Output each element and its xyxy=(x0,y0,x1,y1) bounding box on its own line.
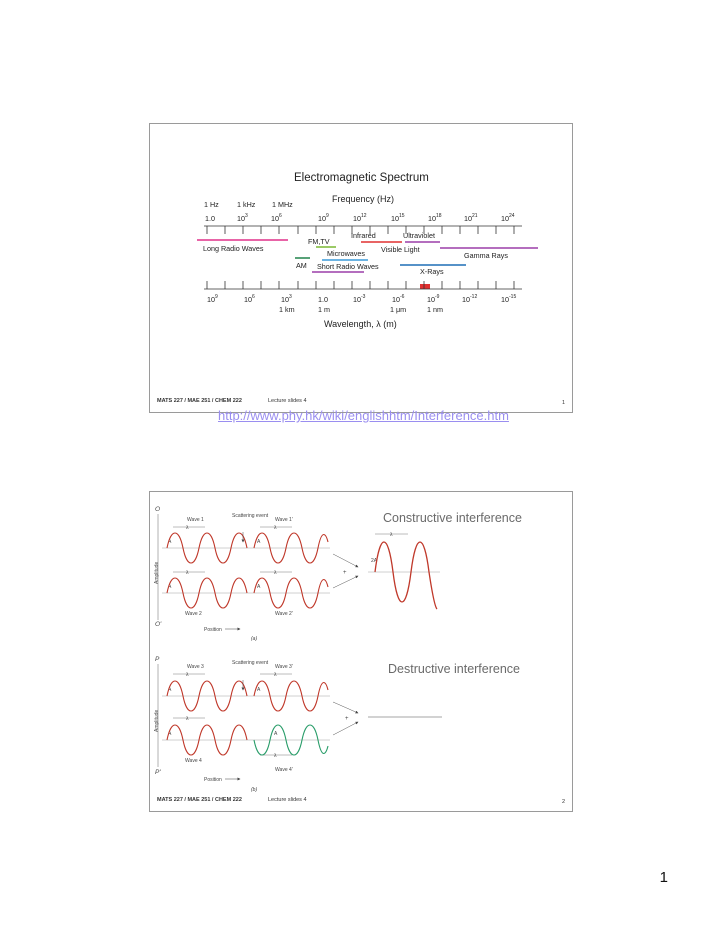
wave-tick-label: $10^3$ xyxy=(281,294,292,304)
wave-tick-label: $10^{-9}$ xyxy=(427,294,440,304)
part-label-b: (b) xyxy=(251,787,258,793)
freq-tick-label: $10^9$ xyxy=(318,213,329,223)
label-gamma: Gamma Rays xyxy=(464,251,508,260)
page-number: 1 xyxy=(659,869,668,886)
footer-course: MATS 227 / MAE 251 / CHEM 222 xyxy=(157,398,242,404)
diagram-a xyxy=(154,506,440,642)
slide-number: 1 xyxy=(561,400,565,406)
wave1-label: Wave 1 xyxy=(187,517,204,523)
wave-unit-1km: 1 km xyxy=(279,305,295,314)
wave3-label: Wave 3 xyxy=(187,664,204,670)
freq-tick-label: $10^{18}$ xyxy=(428,213,442,223)
label-long-radio: Long Radio Waves xyxy=(203,244,264,253)
footer-lecture: Lecture slides 4 xyxy=(268,398,307,404)
wave-tick-label: 1.0 xyxy=(318,295,328,304)
freq-tick-label: $10^6$ xyxy=(271,213,282,223)
lambda-label: λ xyxy=(186,716,189,722)
wave-tick-label: $10^9$ xyxy=(207,294,218,304)
wave-tick-label: $10^{-3}$ xyxy=(353,294,366,304)
wave2-label: Wave 2 xyxy=(185,611,202,617)
lambda-label: λ xyxy=(186,525,189,531)
position-label-b: Position xyxy=(204,777,222,783)
amp-a-label: A xyxy=(257,584,261,590)
frequency-tick-labels xyxy=(205,213,515,223)
band-labels xyxy=(203,231,508,276)
footer-course: MATS 227 / MAE 251 / CHEM 222 xyxy=(157,797,242,803)
lambda-label: λ xyxy=(274,753,277,759)
amp-a-label: A xyxy=(168,731,172,737)
wavelength-axis xyxy=(204,281,522,289)
label-ultraviolet: Ultraviolet xyxy=(403,231,435,240)
freq-tick-label: $10^{15}$ xyxy=(391,213,405,223)
wave-constructive-sum xyxy=(375,542,437,609)
em-spectrum-diagram xyxy=(150,124,572,412)
destructive-interference-label: Destructive interference xyxy=(388,662,521,676)
wavelength-title: Wavelength, λ (m) xyxy=(324,319,397,329)
scattering-label-a: Scattering event xyxy=(232,513,269,519)
amplitude-label-b: Amplitude xyxy=(154,709,160,732)
label-p-prime: P' xyxy=(155,769,161,776)
amp-a-label: A xyxy=(257,687,261,693)
amp-a-label: A xyxy=(168,539,172,545)
lambda-label: λ xyxy=(274,570,277,576)
freq-tick-label: $10^{12}$ xyxy=(353,213,367,223)
svg-text:+: + xyxy=(343,570,347,576)
svg-text:+: + xyxy=(345,716,349,722)
position-label-a: Position xyxy=(204,627,222,633)
lambda-label: λ xyxy=(186,672,189,678)
slide-number: 2 xyxy=(561,799,565,805)
wave-tick-label: $10^{-15}$ xyxy=(501,294,517,304)
wave-unit-1nm: 1 nm xyxy=(427,305,443,314)
slide-1 xyxy=(149,123,573,423)
spectrum-title: Electromagnetic Spectrum xyxy=(294,172,429,184)
wave4p-label: Wave 4' xyxy=(275,767,293,773)
band-visible-marker xyxy=(420,284,430,289)
lambda-label: λ xyxy=(186,570,189,576)
source-link[interactable]: http://www.phy.hk/wiki/englishhtm/Interference.htm xyxy=(218,408,509,423)
amp-a-label: A xyxy=(168,687,172,693)
freq-unit-1khz: 1 kHz xyxy=(237,200,256,209)
wave1p-label: Wave 1' xyxy=(275,517,293,523)
lambda-label: λ xyxy=(274,672,277,678)
amp-a-label: A xyxy=(168,584,172,590)
freq-unit-1mhz: 1 MHz xyxy=(272,200,293,209)
two-a-label: 2A xyxy=(371,558,378,564)
amp-a-label: A xyxy=(257,539,261,545)
wave-tick-label: $10^{-12}$ xyxy=(462,294,478,304)
part-label-a: (a) xyxy=(251,636,258,642)
wave2p-label: Wave 2' xyxy=(275,611,293,617)
wavelength-tick-labels xyxy=(207,294,516,304)
scattering-label-b: Scattering event xyxy=(232,660,269,666)
wavelength-units xyxy=(279,305,443,314)
label-infrared: Infrared xyxy=(351,231,376,240)
wave-unit-1um: 1 μm xyxy=(390,305,407,314)
freq-tick-label: $10^{21}$ xyxy=(464,213,478,223)
lambda-markers-a xyxy=(168,525,292,590)
label-visible: Visible Light xyxy=(381,245,420,254)
label-o-prime: O' xyxy=(155,621,162,628)
amplitude-label-a: Amplitude xyxy=(154,561,160,584)
constructive-interference-label: Constructive interference xyxy=(383,511,522,525)
freq-unit-1hz: 1 Hz xyxy=(204,200,219,209)
freq-tick-label: $10^{24}$ xyxy=(501,213,515,223)
wave-unit-1m: 1 m xyxy=(318,305,330,314)
lambda-label: λ xyxy=(390,532,393,538)
freq-tick-label: $10^3$ xyxy=(237,213,248,223)
label-short-radio: Short Radio Waves xyxy=(317,262,379,271)
label-o: O xyxy=(155,506,161,513)
diagram-b xyxy=(154,656,442,793)
label-fm-tv: FM,TV xyxy=(308,237,330,246)
label-p: P xyxy=(155,656,160,663)
frequency-title: Frequency (Hz) xyxy=(332,194,395,204)
label-microwaves: Microwaves xyxy=(327,249,365,258)
label-am: AM xyxy=(296,261,307,270)
wave3p-label: Wave 3' xyxy=(275,664,293,670)
wave-tick-label: $10^6$ xyxy=(244,294,255,304)
slide-2 xyxy=(149,491,573,812)
freq-tick-label: 1.0 xyxy=(205,214,215,223)
label-xrays: X-Rays xyxy=(420,267,444,276)
wave-tick-label: $10^{-6}$ xyxy=(392,294,405,304)
footer-lecture: Lecture slides 4 xyxy=(268,797,307,803)
lambda-label: λ xyxy=(274,525,277,531)
wave4-label: Wave 4 xyxy=(185,758,202,764)
amp-a-label: A xyxy=(274,731,278,737)
interference-diagram xyxy=(150,492,572,811)
